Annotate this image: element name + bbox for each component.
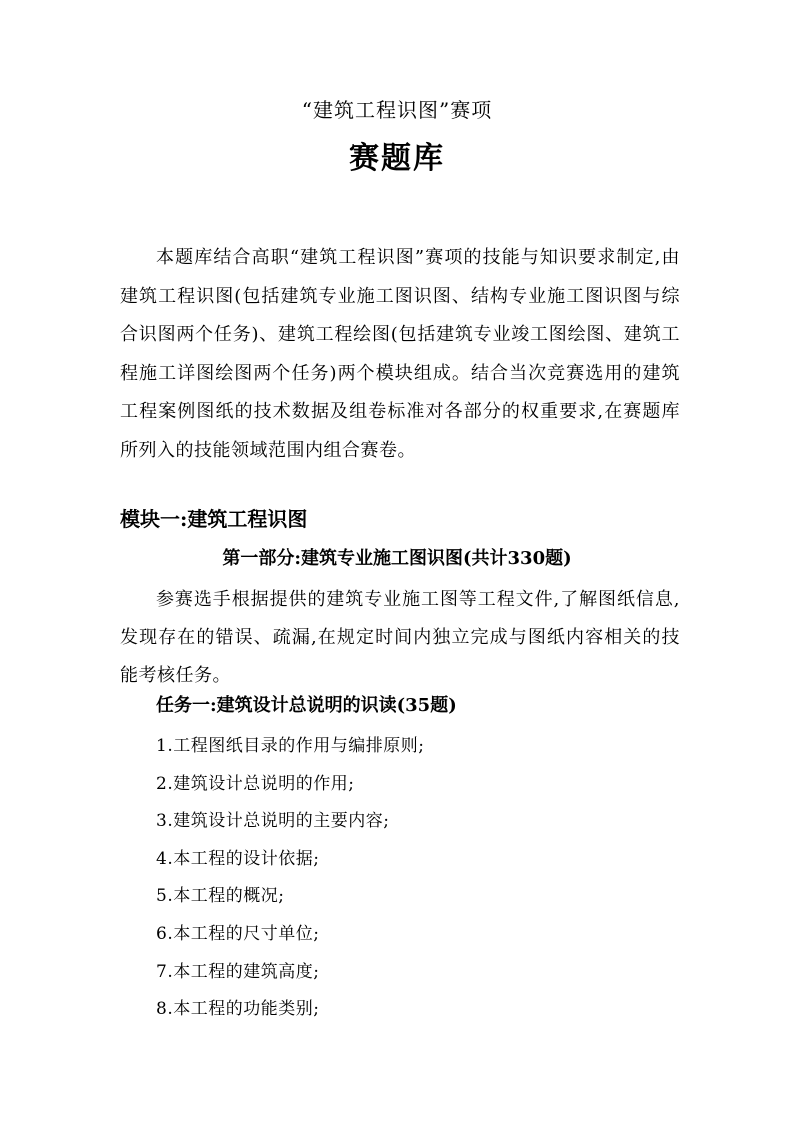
document-title: 赛题库: [349, 141, 445, 176]
list-item: 1.工程图纸目录的作用与编排原则;: [156, 736, 425, 756]
list-item: 4.本工程的设计依据;: [156, 848, 320, 869]
list-item: 8.本工程的功能类别;: [156, 999, 320, 1020]
list-item: 3.建筑设计总说明的主要内容;: [156, 811, 390, 832]
task-item-list: [156, 728, 424, 1029]
document-subtitle: “建筑工程识图”赛项: [301, 98, 493, 122]
list-item: 7.本工程的建筑高度;: [156, 961, 320, 982]
list-item: 6.本工程的尺寸单位;: [156, 923, 320, 944]
list-item: 5.本工程的概况;: [156, 886, 285, 907]
part-description: 参赛选手根据提供的建筑专业施工图等工程文件,了解图纸信息,发现存在的错误、疏漏,在规定时间内独立完成与图纸内容相关的技能考核任务。: [120, 589, 680, 686]
module-heading: 模块一:建筑工程识图: [120, 507, 308, 531]
task-heading: 任务一:建筑设计总说明的识读(35题): [156, 695, 457, 716]
part-heading: 第一部分:建筑专业施工图识图(共计330题): [222, 548, 572, 569]
intro-paragraph: 本题库结合高职“建筑工程识图”赛项的技能与知识要求制定,由建筑工程识图(包括建筑专业施工图识图、结构专业施工图识图与综合识图两个任务)、建筑工程绘图(包括建筑专业竣工图绘图、建筑工程施工详图绘图两个任务)两个模块组成。结合当次竞赛选用的建筑工程案例图纸的技术数据及组卷标准对各部分的权重要求,在赛题库所列入的技能领域范围内组合赛卷。: [120, 247, 680, 461]
list-item: 2.建筑设计总说明的作用;: [156, 773, 355, 794]
